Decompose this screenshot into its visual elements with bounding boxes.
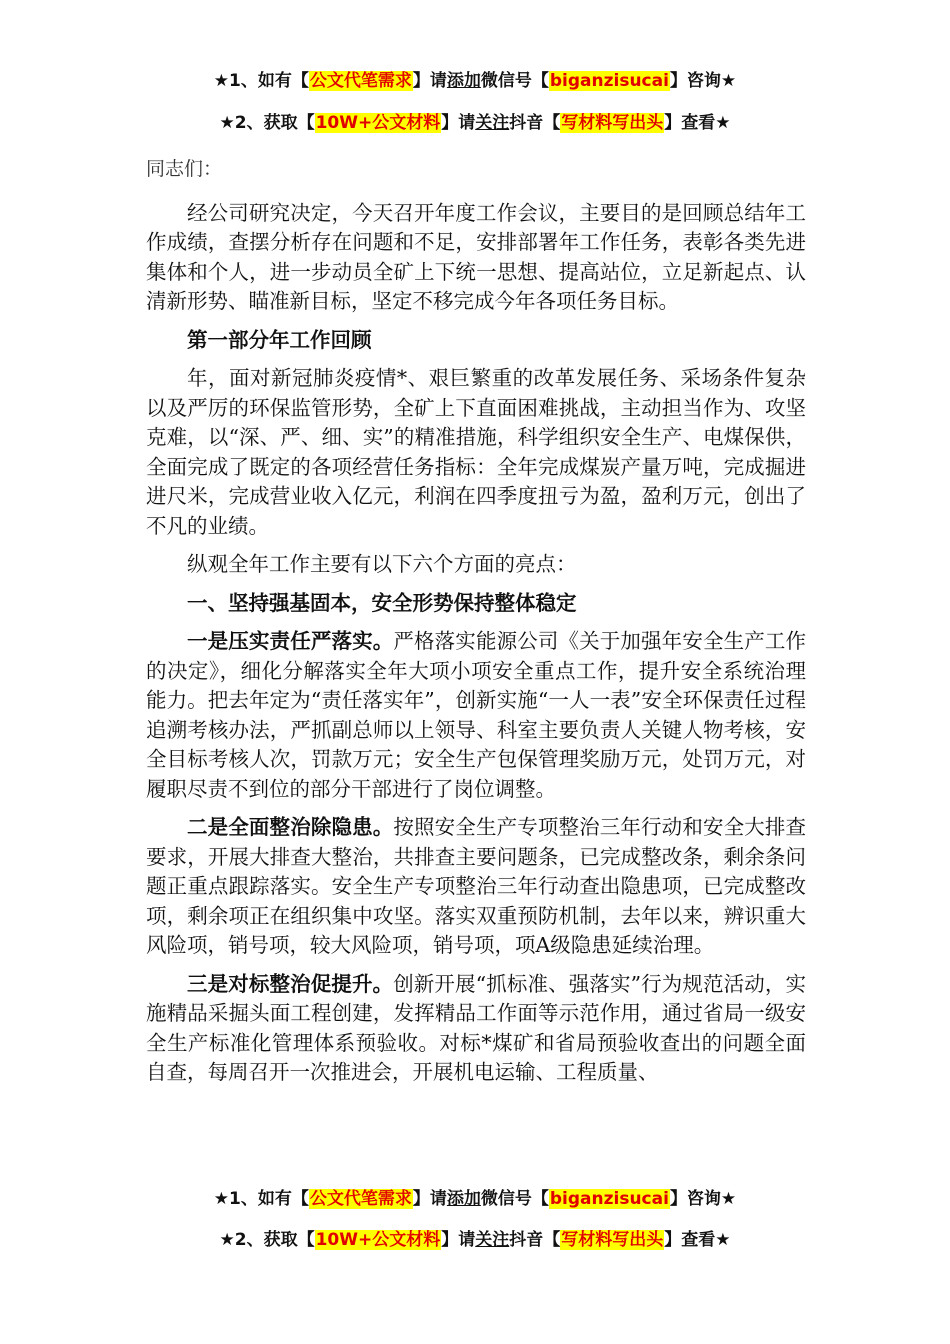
banner-highlight: biganzisucai	[549, 71, 669, 91]
item2-paragraph	[146, 813, 806, 961]
review-paragraph: 年，面对新冠肺炎疫情*、艰巨繁重的改革发展任务、采场条件复杂以及严厉的环保监管形势，全矿上下直面困难挑战，主动担当作为、攻坚克难，以“深、严、细、实”的精准措施，科学组织安全生产、电煤保供，全面完成了既定的各项经营任务指标：全年完成煤炭产量万吨，完成掘进进尺米，完成营业收入亿元，利润在四季度扭亏为盈，盈利万元，创出了不凡的业绩。	[146, 366, 806, 538]
footer-banner-line2	[0, 1229, 950, 1251]
item2-text: 按照安全生产专项整治三年行动和安全大排查要求，开展大排查大整治，共排查主要问题条，已完成整改条，剩余条问题正重点跟踪落实。安全生产专项整治三年行动查出隐患项，已完成整改项，剩余项正在组织集中攻坚。落实双重预防机制，去年以来，辨识重大风险项，销号项，较大风险项，销号项，项A级隐患延续治理。	[146, 815, 807, 957]
banner-highlight: 公文代笔需求	[309, 71, 412, 91]
part1-heading: 第一部分年工作回顾	[187, 327, 372, 352]
banner-text: 】查看★	[664, 113, 731, 133]
banner-text: 】咨询★	[669, 1189, 737, 1209]
item1-paragraph	[146, 627, 806, 804]
banner-text: 】查看★	[664, 1230, 731, 1250]
footer-banner-line1	[0, 1188, 950, 1210]
banner-text: 微信号【	[480, 71, 549, 91]
banner-text: 】请	[412, 71, 447, 91]
banner-text: ★2、获取【	[219, 1230, 315, 1250]
item2-lead: 二是全面整治除隐患。	[187, 815, 394, 839]
item3-paragraph	[146, 970, 806, 1088]
highlights-intro: 纵观全年工作主要有以下六个方面的亮点：	[187, 552, 577, 576]
banner-text: 微信号【	[480, 1189, 549, 1209]
intro-paragraph: 经公司研究决定，今天召开年度工作会议，主要目的是回顾总结年工作成绩，查摆分析存在问题和不足，安排部署年工作任务，表彰各类先进集体和个人，进一步动员全矿上下统一思想、提高站位，立足新起点、认清新形势、瞄准新目标，坚定不移完成今年各项任务目标。	[146, 200, 806, 313]
header-banner-line2	[0, 112, 950, 134]
banner-text: 】请	[441, 113, 476, 133]
banner-text: 】请	[412, 1189, 447, 1209]
section1-heading: 一、坚持强基固本，安全形势保持整体稳定	[187, 590, 577, 615]
item1-lead: 一是压实责任严落实。	[187, 629, 394, 653]
item1-text: 严格落实能源公司《关于加强年安全生产工作的决定》，细化分解落实全年大项小项安全重点工作，提升安全系统治理能力。把去年定为“责任落实年”，创新实施“一人一表”安全环保责任过程追溯考核办法，严抓副总师以上领导、科室主要负责人关键人物考核，安全目标考核人次，罚款万元；安全生产包保管理奖励万元，处罚万元，对履职尽责不到位的部分干部进行了岗位调整。	[146, 629, 807, 801]
banner-underlined-text: 添加	[446, 71, 481, 91]
banner-highlight: 10W+公文材料	[315, 1230, 441, 1250]
banner-underlined-text: 关注	[475, 1230, 510, 1250]
banner-highlight: 公文代笔需求	[309, 1189, 412, 1209]
banner-text: 】请	[441, 1230, 476, 1250]
header-banner-line1	[0, 70, 950, 92]
item3-text: 创新开展“抓标准、强落实”行为规范活动，实施精品采掘头面工程创建，发挥精品工作面等示范作用，通过省局一级安全生产标准化管理体系预验收。对标*煤矿和省局预验收查出的问题全面自查，每周召开一次推进会，开展机电运输、工程质量、	[146, 971, 807, 1084]
banner-highlight: 写材料写出头	[561, 1230, 664, 1250]
banner-highlight: 10W+公文材料	[315, 113, 441, 133]
banner-highlight: 写材料写出头	[561, 113, 664, 133]
item3-lead: 三是对标整治促提升。	[187, 971, 394, 996]
banner-text: ★1、如有【	[213, 71, 309, 91]
banner-text: 抖音【	[509, 1230, 561, 1250]
document-body	[146, 155, 806, 1097]
banner-underlined-text: 关注	[475, 113, 510, 133]
greeting: 同志们：	[146, 158, 223, 180]
banner-text: ★1、如有【	[213, 1189, 309, 1209]
banner-highlight: biganzisucai	[549, 1189, 669, 1209]
banner-text: 抖音【	[509, 113, 561, 133]
banner-text: ★2、获取【	[219, 113, 315, 133]
banner-text: 】咨询★	[669, 71, 737, 91]
banner-underlined-text: 添加	[446, 1189, 481, 1209]
